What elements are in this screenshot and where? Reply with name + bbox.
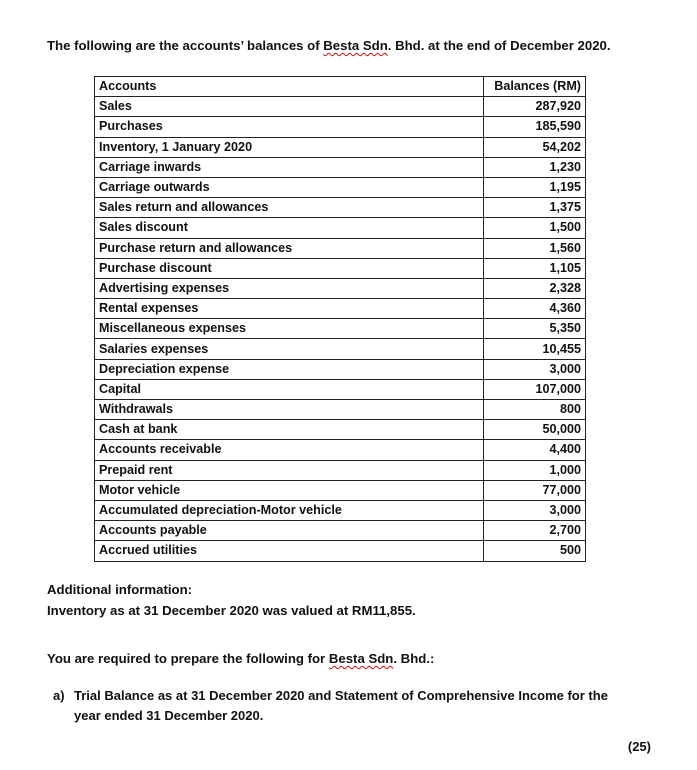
account-name-cell: Sales discount [95, 218, 484, 238]
balance-cell: 5,350 [484, 319, 586, 339]
account-name-cell: Carriage outwards [95, 177, 484, 197]
balances-table [94, 76, 586, 562]
account-name-cell: Miscellaneous expenses [95, 319, 484, 339]
balance-cell: 1,000 [484, 460, 586, 480]
account-name-cell: Sales [95, 97, 484, 117]
table-row [95, 238, 586, 258]
table-row [95, 157, 586, 177]
inventory-note: Inventory as at 31 December 2020 was valued at RM11,855. [47, 603, 416, 618]
question-line-2: year ended 31 December 2020. [74, 708, 264, 723]
balance-cell: 4,400 [484, 440, 586, 460]
table-row [95, 137, 586, 157]
balance-cell: 107,000 [484, 379, 586, 399]
account-name-cell: Purchase return and allowances [95, 238, 484, 258]
question-marks: (25) [627, 739, 651, 754]
table-row [95, 480, 586, 500]
intro-sentence [47, 38, 611, 53]
balance-cell: 1,230 [484, 157, 586, 177]
table-row [95, 117, 586, 137]
additional-heading: Additional information: [47, 582, 193, 597]
table-row [95, 278, 586, 298]
balance-cell: 1,375 [484, 198, 586, 218]
table-row [95, 521, 586, 541]
table-row [95, 359, 586, 379]
intro-company-name: Besta Sdn [323, 38, 388, 53]
account-name-cell: Depreciation expense [95, 359, 484, 379]
intro-before: The following are the accounts’ balances of [47, 38, 324, 53]
account-name-cell: Purchases [95, 117, 484, 137]
table-row [95, 177, 586, 197]
table-row [95, 299, 586, 319]
balance-cell: 1,195 [484, 177, 586, 197]
balance-cell: 3,000 [484, 500, 586, 520]
requirement-before: You are required to prepare the following for [47, 651, 329, 666]
account-name-cell: Sales return and allowances [95, 198, 484, 218]
table-row [95, 198, 586, 218]
balance-cell: 10,455 [484, 339, 586, 359]
account-name-cell: Inventory, 1 January 2020 [95, 137, 484, 157]
account-name-cell: Capital [95, 379, 484, 399]
requirement-sentence [47, 651, 434, 666]
account-name-cell: Accumulated depreciation-Motor vehicle [95, 500, 484, 520]
account-name-cell: Prepaid rent [95, 460, 484, 480]
requirement-company-name: Besta Sdn [328, 651, 394, 666]
table-row [95, 400, 586, 420]
table-row [95, 379, 586, 399]
account-name-cell: Salaries expenses [95, 339, 484, 359]
question-text [74, 686, 664, 726]
balance-cell: 287,920 [484, 97, 586, 117]
header-balances: Balances (RM) [484, 77, 586, 97]
table-row [95, 541, 586, 561]
balance-cell: 2,328 [484, 278, 586, 298]
account-name-cell: Cash at bank [95, 420, 484, 440]
balance-cell: 500 [484, 541, 586, 561]
account-name-cell: Withdrawals [95, 400, 484, 420]
question-line-1: Trial Balance as at 31 December 2020 and Statement of Comprehensive Income for the [74, 688, 608, 703]
account-name-cell: Motor vehicle [95, 480, 484, 500]
requirement-after: . Bhd.: [393, 651, 435, 666]
account-name-cell: Advertising expenses [95, 278, 484, 298]
balance-cell: 1,560 [484, 238, 586, 258]
table-row [95, 500, 586, 520]
balance-cell: 2,700 [484, 521, 586, 541]
balance-cell: 4,360 [484, 299, 586, 319]
balance-cell: 50,000 [484, 420, 586, 440]
table-row [95, 460, 586, 480]
header-accounts: Accounts [95, 77, 484, 97]
table-row [95, 339, 586, 359]
balance-cell: 54,202 [484, 137, 586, 157]
table-row [95, 440, 586, 460]
balance-cell: 1,105 [484, 258, 586, 278]
table-row [95, 319, 586, 339]
question-label: a) [53, 688, 65, 703]
account-name-cell: Carriage inwards [95, 157, 484, 177]
balance-cell: 1,500 [484, 218, 586, 238]
balance-cell: 185,590 [484, 117, 586, 137]
balance-cell: 3,000 [484, 359, 586, 379]
balance-cell: 800 [484, 400, 586, 420]
account-name-cell: Accounts payable [95, 521, 484, 541]
table-row [95, 97, 586, 117]
table-header-row [95, 77, 586, 97]
table-row [95, 420, 586, 440]
balance-cell: 77,000 [484, 480, 586, 500]
account-name-cell: Rental expenses [95, 299, 484, 319]
table-row [95, 218, 586, 238]
account-name-cell: Accrued utilities [95, 541, 484, 561]
table-row [95, 258, 586, 278]
intro-after: . Bhd. at the end of December 2020. [387, 38, 611, 53]
account-name-cell: Purchase discount [95, 258, 484, 278]
account-name-cell: Accounts receivable [95, 440, 484, 460]
